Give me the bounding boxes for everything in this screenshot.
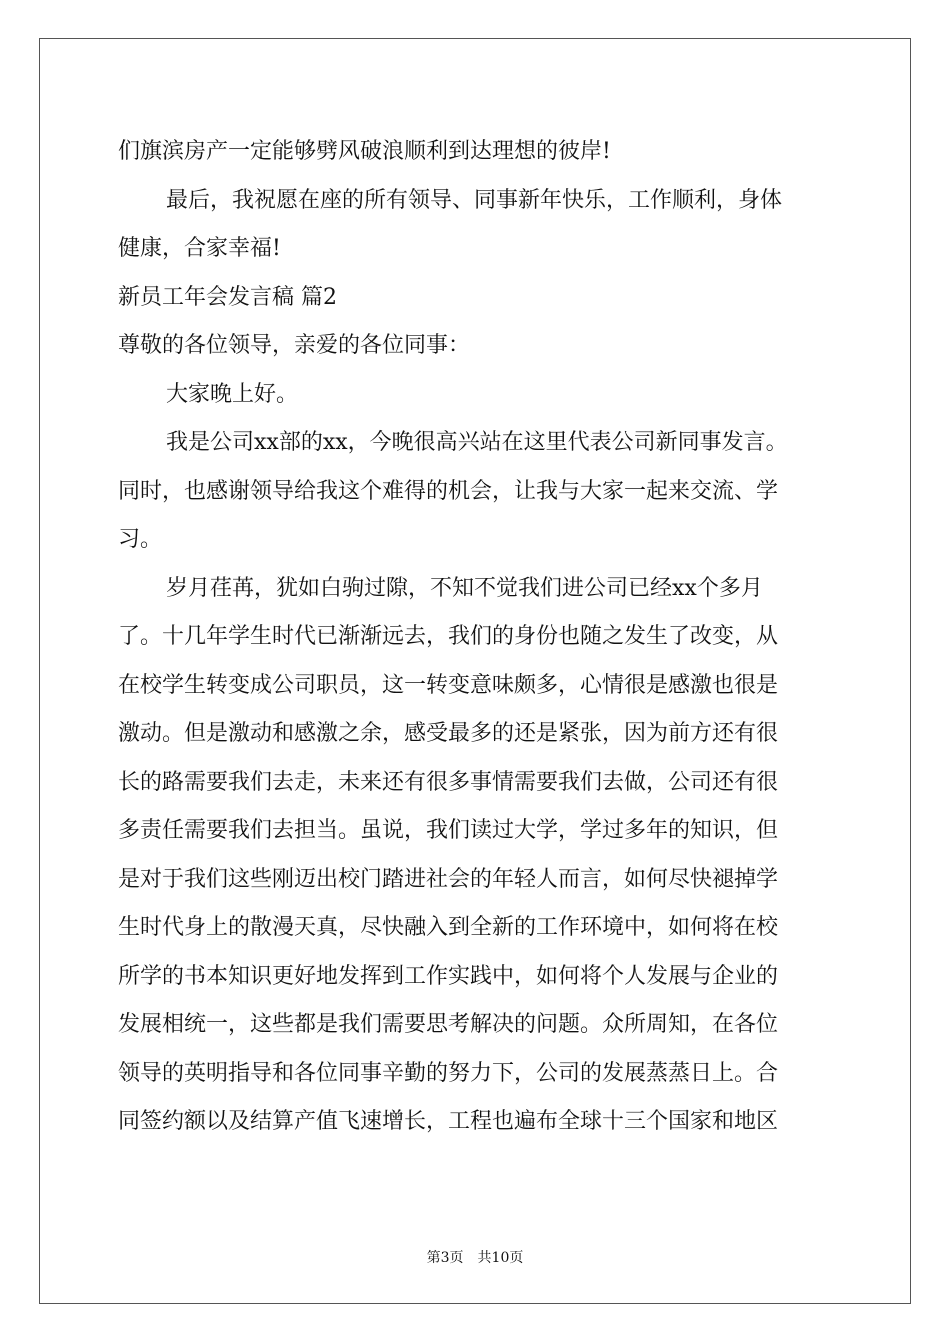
text-line: 发展相统一，这些都是我们需要思考解决的问题。众所周知，在各位 — [118, 1012, 779, 1037]
text-line: 在校学生转变成公司职员，这一转变意味颇多，心情很是感激也很是 — [118, 672, 779, 698]
text-line: 最后，我祝愿在座的所有领导、同事新年快乐，工作顺利，身体 — [166, 187, 783, 213]
text-line: 岁月荏苒，犹如白驹过隙，不知不觉我们进公司已经xx个多月 — [166, 575, 763, 601]
text-line: 我是公司xx部的xx，今晚很高兴站在这里代表公司新同事发言。 — [166, 430, 788, 455]
text-line: 习。 — [118, 527, 163, 552]
text-line: 了。十几年学生时代已渐渐远去，我们的身份也随之发生了改变，从 — [118, 624, 779, 649]
text-line: 多责任需要我们去担当。虽说，我们读过大学，学过多年的知识，但 — [118, 818, 779, 843]
text-line: 们旗滨房产一定能够劈风破浪顺利到达理想的彼岸! — [118, 139, 611, 164]
text-line: 激动。但是激动和感激之余，感受最多的还是紧张，因为前方还有很 — [118, 721, 779, 746]
text-line: 生时代身上的散漫天真，尽快融入到全新的工作环境中，如何将在校 — [118, 915, 779, 940]
text-line: 大家晚上好。 — [166, 381, 299, 407]
text-line: 领导的英明指导和各位同事辛勤的努力下，公司的发展蒸蒸日上。合 — [118, 1060, 779, 1086]
text-line: 健康，合家幸福! — [118, 236, 281, 261]
text-line: 所学的书本知识更好地发挥到工作实践中，如何将个人发展与企业的 — [118, 963, 779, 989]
text-line: 同签约额以及结算产值飞速增长，工程也遍布全球十三个国家和地区 — [118, 1109, 779, 1134]
text-line: 长的路需要我们去走，未来还有很多事情需要我们去做，公司还有很 — [118, 769, 779, 795]
text-line: 是对于我们这些刚迈出校门踏进社会的年轻人而言，如何尽快褪掉学 — [118, 866, 779, 892]
salutation: 尊敬的各位领导，亲爱的各位同事： — [118, 333, 471, 358]
section-heading: 新员工年会发言稿 篇2 — [118, 284, 337, 310]
text-line: 同时，也感谢领导给我这个难得的机会，让我与大家一起来交流、学 — [118, 478, 779, 504]
page-number-footer: 第3页 共10页 — [426, 1250, 524, 1266]
document-body — [118, 128, 838, 1147]
